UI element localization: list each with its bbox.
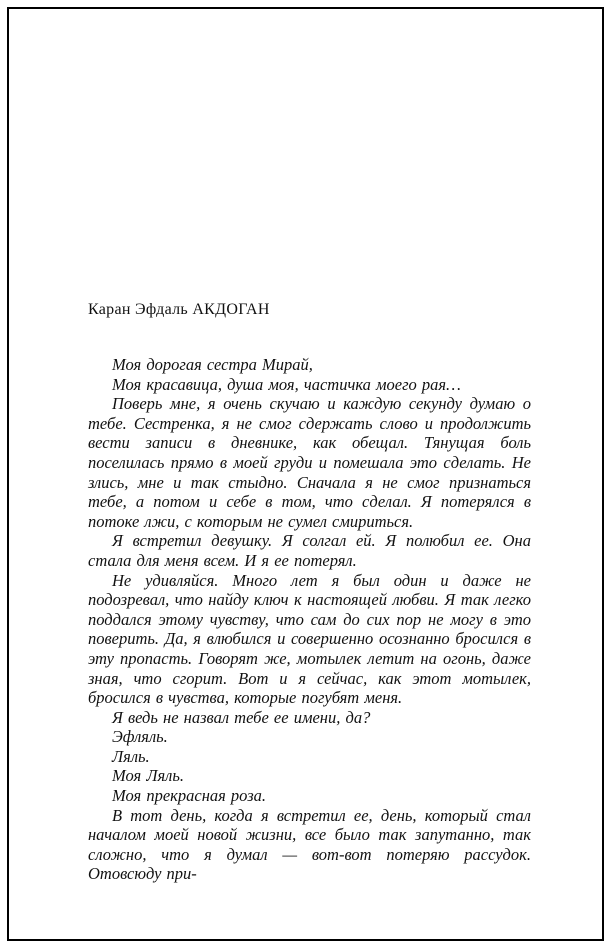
letter-paragraph: Ляль. xyxy=(112,746,150,766)
letter-paragraph: Я ведь не назвал тебе ее имени, да? xyxy=(112,707,371,727)
page-text-block xyxy=(88,300,531,884)
letter-paragraph: Моя дорогая сестра Мирай, xyxy=(112,355,313,374)
letter-paragraph: Поверь мне, я очень скучаю и каждую секунду думаю о тебе. Сестренка, я не смог сдержать слово и продолжить вести записи в дневнике, как обещал. Тянущая боль поселилась прямо в моей груди и помешала это сделать. Не злись, мне и так стыдно. Сначала я не смог признаться тебе, а потом и себе в том, что сделал. Я потерялся в потоке лжи, с которым не сумел смириться. xyxy=(88,394,531,531)
letter-paragraph: Не удивляйся. Много лет я был один и даже не подозревал, что найду ключ к настоящей любви. Я так легко поддался этому чувству, что сам до сих пор не могу в это поверить. Да, я влюбился и совершенно осознанно бросился в эту пропасть. Говорят же, мотылек летит на огонь, даже зная, что сгорит. Вот и я сейчас, как этот мотылек, бросился в чувства, которые погубят меня. xyxy=(88,570,531,708)
letter-paragraph: Эфляль. xyxy=(112,727,168,747)
letter-paragraph: Я встретил девушку. Я солгал ей. Я полюбил ее. Она стала для меня всем. И я ее потерял. xyxy=(88,531,531,570)
letter-paragraph: В тот день, когда я встретил ее, день, который стал началом моей новой жизни, все было так запутанно, так сложно, что я думал — вот-вот потеряю рассудок. Отовсюду при- xyxy=(88,805,531,884)
letter-paragraph: Моя прекрасная роза. xyxy=(112,786,267,806)
letter-paragraph: Моя красавица, душа моя, частичка моего рая… xyxy=(112,374,461,394)
letter-body xyxy=(88,355,531,884)
author-heading: Каран Эфдаль АКДОГАН xyxy=(88,301,270,318)
letter-paragraph: Моя Ляль. xyxy=(112,766,185,786)
